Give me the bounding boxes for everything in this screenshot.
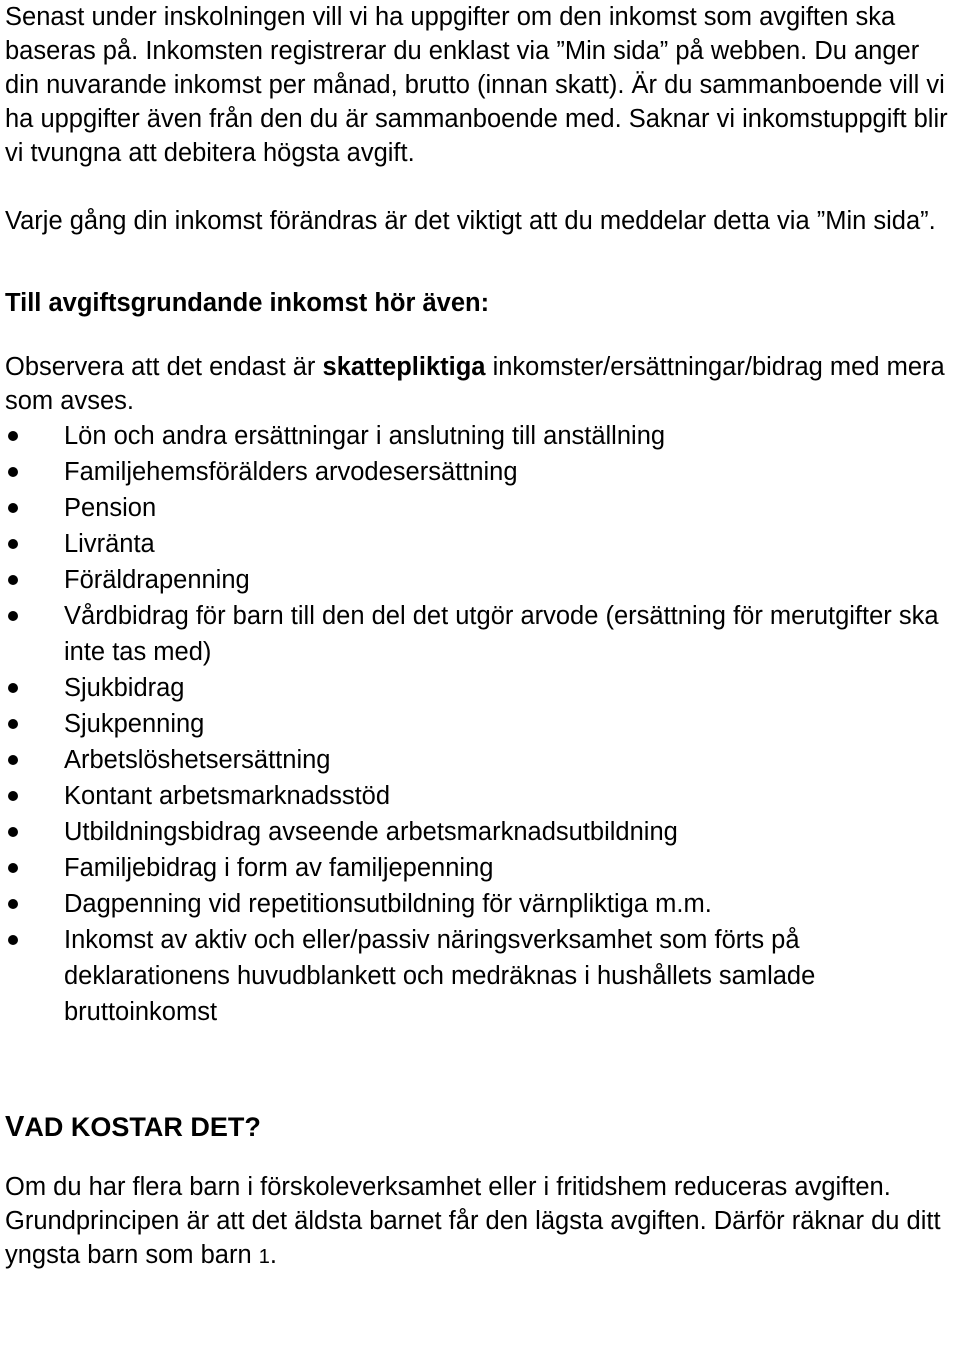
taxable-note-text-before: Observera att det endast är bbox=[5, 353, 323, 381]
income-type-item bbox=[5, 706, 953, 742]
income-section-heading: Till avgiftsgrundande inkomst hör även: bbox=[5, 289, 490, 317]
income-type-label: Utbildningsbidrag avseende arbetsmarknadsutbildning bbox=[64, 818, 678, 846]
income-type-label: Familjehemsförälders arvodesersättning bbox=[64, 458, 518, 486]
income-type-item bbox=[5, 490, 953, 526]
income-type-item bbox=[5, 922, 953, 1030]
sibling-discount-number: 1 bbox=[258, 1246, 270, 1268]
bullet-dot-icon bbox=[8, 611, 18, 621]
bullet-dot-icon bbox=[8, 827, 18, 837]
income-type-item bbox=[5, 598, 953, 670]
taxable-note-text-after: inkomster/ersättningar/bidrag med mera som avses. bbox=[5, 353, 945, 415]
income-type-label: Familjebidrag i form av familjepenning bbox=[64, 854, 494, 882]
document-page bbox=[5, 0, 953, 1274]
bullet-dot-icon bbox=[8, 539, 18, 549]
income-type-item bbox=[5, 562, 953, 598]
income-type-item bbox=[5, 742, 953, 778]
bullet-dot-icon bbox=[8, 935, 18, 945]
income-type-label: Arbetslöshetsersättning bbox=[64, 746, 331, 774]
income-type-label: Pension bbox=[64, 494, 157, 522]
sibling-discount-text: Om du har flera barn i förskoleverksamhet eller i fritidshem reduceras avgiften. Grundprincipen är att det äldsta barnet får den lägsta avgiften. Därför räknar du ditt yngsta barn som barn bbox=[5, 1173, 941, 1269]
income-type-item bbox=[5, 454, 953, 490]
income-type-label: Sjukpenning bbox=[64, 710, 205, 738]
income-type-label: Inkomst av aktiv och eller/passiv näringsverksamhet som förts på deklarationens huvudblankett och medräknas i hushållets samlade bruttoinkomst bbox=[64, 926, 816, 1026]
sibling-discount-end: . bbox=[269, 1241, 277, 1269]
bullet-dot-icon bbox=[8, 719, 18, 729]
bullet-dot-icon bbox=[8, 683, 18, 693]
bullet-dot-icon bbox=[8, 503, 18, 513]
income-type-item bbox=[5, 886, 953, 922]
cost-heading-rest: AD KOSTAR DET? bbox=[24, 1112, 261, 1142]
bullet-dot-icon bbox=[8, 755, 18, 765]
cost-heading-first-letter: V bbox=[5, 1111, 25, 1143]
bullet-dot-icon bbox=[8, 791, 18, 801]
bullet-dot-icon bbox=[8, 467, 18, 477]
income-type-item bbox=[5, 814, 953, 850]
bullet-dot-icon bbox=[8, 899, 18, 909]
cost-section-heading bbox=[5, 1110, 953, 1144]
income-type-item bbox=[5, 850, 953, 886]
income-type-label: Dagpenning vid repetitionsutbildning för värnpliktiga m.m. bbox=[64, 890, 712, 918]
intro-paragraph-report-changes: Varje gång din inkomst förändras är det viktigt att du meddelar detta via ”Min sida”. bbox=[5, 207, 936, 235]
taxable-note-bold-word: skattepliktiga bbox=[322, 353, 486, 381]
income-type-item bbox=[5, 418, 953, 454]
intro-paragraph-income-registration: Senast under inskolningen vill vi ha uppgifter om den inkomst som avgiften ska baseras på. Inkomsten registrerar du enklast via ”Min sida” på webben. Du anger din nuvarande inkomst per månad, brutto (innan skatt). Är du sammanboende vill vi ha uppgifter även från den du är sammanboende med. Saknar vi inkomstuppgift blir vi tvungna att debitera högsta avgift. bbox=[5, 3, 948, 167]
income-type-label: Vårdbidrag för barn till den del det utgör arvode (ersättning för merutgifter ska inte tas med) bbox=[64, 602, 939, 666]
bullet-dot-icon bbox=[8, 575, 18, 585]
income-type-label: Livränta bbox=[64, 530, 155, 558]
taxable-income-note bbox=[5, 350, 953, 418]
bullet-dot-icon bbox=[8, 431, 18, 441]
income-type-item bbox=[5, 778, 953, 814]
sibling-discount-paragraph bbox=[5, 1170, 953, 1274]
income-type-item bbox=[5, 526, 953, 562]
income-type-label: Kontant arbetsmarknadsstöd bbox=[64, 782, 391, 810]
income-type-label: Sjukbidrag bbox=[64, 674, 185, 702]
bullet-dot-icon bbox=[8, 863, 18, 873]
income-types-list bbox=[5, 418, 953, 1030]
income-type-label: Föräldrapenning bbox=[64, 566, 250, 594]
income-type-label: Lön och andra ersättningar i anslutning till anställning bbox=[64, 422, 666, 450]
income-type-item bbox=[5, 670, 953, 706]
section-spacer bbox=[5, 1030, 953, 1110]
